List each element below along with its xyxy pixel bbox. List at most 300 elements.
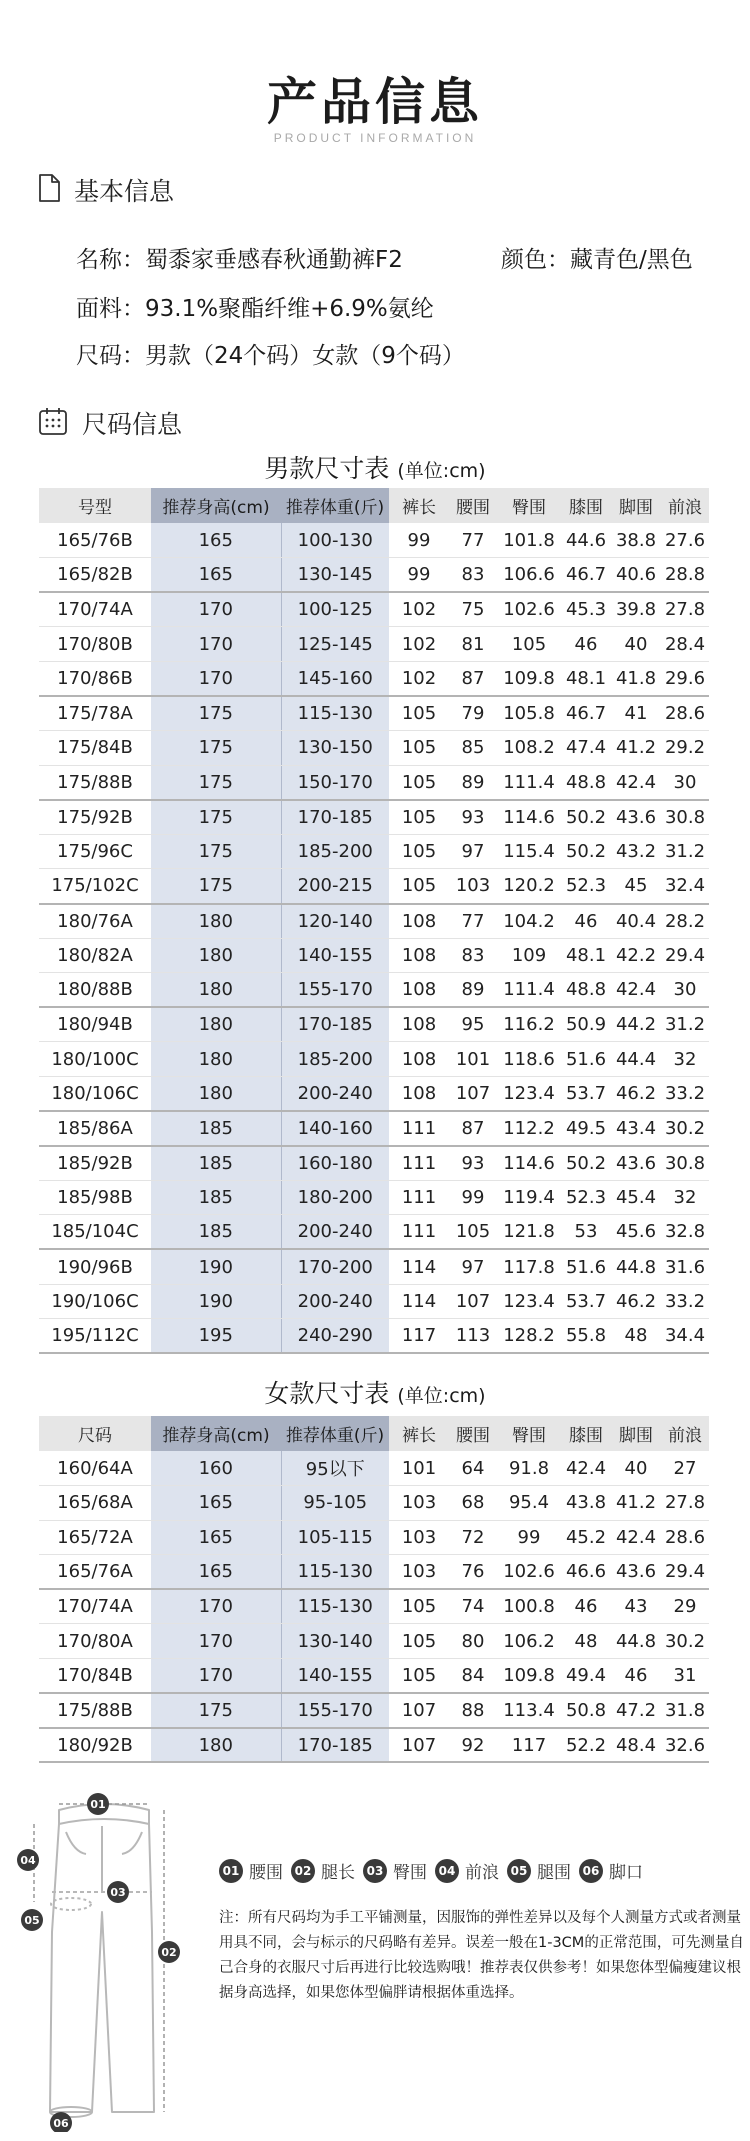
table-cell: 101.8 bbox=[497, 523, 561, 558]
svg-text:03: 03 bbox=[110, 1886, 126, 1899]
table-cell: 185 bbox=[151, 1146, 281, 1181]
table-cell: 145-160 bbox=[281, 661, 389, 696]
table-cell: 107 bbox=[389, 1693, 449, 1728]
table-cell: 50.9 bbox=[561, 1007, 611, 1042]
table-cell: 40.6 bbox=[611, 558, 661, 593]
column-header: 臀围 bbox=[497, 1416, 561, 1451]
table-cell: 170/74A bbox=[39, 1589, 151, 1624]
table-cell: 51.6 bbox=[561, 1042, 611, 1077]
size-value: 男款（24个码）女款（9个码） bbox=[145, 343, 465, 369]
table-cell: 170 bbox=[151, 661, 281, 696]
table-cell: 47.4 bbox=[561, 731, 611, 766]
table-cell: 41.2 bbox=[611, 731, 661, 766]
men-table-unit: (单位:cm) bbox=[397, 460, 486, 482]
table-cell: 48 bbox=[611, 1319, 661, 1354]
size-info-heading bbox=[38, 405, 182, 441]
table-cell: 180/92B bbox=[39, 1728, 151, 1763]
table-cell: 76 bbox=[449, 1555, 497, 1590]
table-cell: 130-145 bbox=[281, 558, 389, 593]
basic-info-title: 基本信息 bbox=[74, 177, 175, 206]
table-cell: 108.2 bbox=[497, 731, 561, 766]
table-cell: 48.4 bbox=[611, 1728, 661, 1763]
table-cell: 120.2 bbox=[497, 869, 561, 904]
table-cell: 45.2 bbox=[561, 1520, 611, 1555]
marker-01 bbox=[87, 1793, 109, 1815]
table-cell: 48.1 bbox=[561, 938, 611, 973]
men-table-name: 男款尺寸表 bbox=[264, 454, 390, 483]
table-cell: 160/64A bbox=[39, 1451, 151, 1486]
table-cell: 31 bbox=[661, 1659, 709, 1694]
table-cell: 102 bbox=[389, 661, 449, 696]
table-cell: 101 bbox=[449, 1042, 497, 1077]
table-cell: 115-130 bbox=[281, 1589, 389, 1624]
women-table-unit: (单位:cm) bbox=[397, 1385, 486, 1407]
table-cell: 102.6 bbox=[497, 1555, 561, 1590]
table-cell: 32.8 bbox=[661, 1215, 709, 1250]
table-row bbox=[39, 869, 709, 904]
table-cell: 117 bbox=[389, 1319, 449, 1354]
table-cell: 32 bbox=[661, 1042, 709, 1077]
table-cell: 27.6 bbox=[661, 523, 709, 558]
table-cell: 170-185 bbox=[281, 800, 389, 835]
table-cell: 28.8 bbox=[661, 558, 709, 593]
table-cell: 113 bbox=[449, 1319, 497, 1354]
table-cell: 104.2 bbox=[497, 904, 561, 939]
name-label: 名称： bbox=[76, 247, 145, 273]
table-cell: 105 bbox=[389, 1589, 449, 1624]
table-cell: 115-130 bbox=[281, 1555, 389, 1590]
legend-item: 04 前浪 bbox=[435, 1858, 499, 1883]
table-cell: 44.8 bbox=[611, 1624, 661, 1659]
table-cell: 185/104C bbox=[39, 1215, 151, 1250]
table-cell: 128.2 bbox=[497, 1319, 561, 1354]
table-cell: 105.8 bbox=[497, 696, 561, 731]
size-label: 尺码： bbox=[76, 343, 145, 369]
table-cell: 105 bbox=[389, 834, 449, 869]
table-cell: 53.7 bbox=[561, 1284, 611, 1319]
table-cell: 40 bbox=[611, 1451, 661, 1486]
table-cell: 109.8 bbox=[497, 1659, 561, 1694]
table-cell: 108 bbox=[389, 938, 449, 973]
table-cell: 46 bbox=[561, 627, 611, 662]
table-cell: 170/80B bbox=[39, 627, 151, 662]
table-cell: 103 bbox=[389, 1486, 449, 1521]
table-cell: 44.2 bbox=[611, 1007, 661, 1042]
table-cell: 38.8 bbox=[611, 523, 661, 558]
table-cell: 185-200 bbox=[281, 834, 389, 869]
column-header: 腰围 bbox=[449, 1416, 497, 1451]
table-cell: 113.4 bbox=[497, 1693, 561, 1728]
men-size-table bbox=[39, 488, 709, 1354]
table-cell: 105 bbox=[389, 731, 449, 766]
table-row bbox=[39, 1249, 709, 1284]
table-cell: 39.8 bbox=[611, 592, 661, 627]
table-cell: 52.3 bbox=[561, 869, 611, 904]
table-cell: 185-200 bbox=[281, 1042, 389, 1077]
table-row bbox=[39, 731, 709, 766]
fabric-label: 面料： bbox=[76, 296, 145, 322]
table-cell: 190/106C bbox=[39, 1284, 151, 1319]
table-cell: 92 bbox=[449, 1728, 497, 1763]
table-cell: 112.2 bbox=[497, 1111, 561, 1146]
table-cell: 45 bbox=[611, 869, 661, 904]
table-row bbox=[39, 1693, 709, 1728]
table-cell: 68 bbox=[449, 1486, 497, 1521]
size-info-title: 尺码信息 bbox=[82, 410, 183, 439]
marker-05 bbox=[21, 1909, 43, 1931]
table-cell: 46 bbox=[561, 1589, 611, 1624]
table-cell: 108 bbox=[389, 973, 449, 1008]
table-cell: 165/76B bbox=[39, 523, 151, 558]
table-row bbox=[39, 523, 709, 558]
table-cell: 185 bbox=[151, 1180, 281, 1215]
table-cell: 42.4 bbox=[611, 765, 661, 800]
column-header: 前浪 bbox=[661, 1416, 709, 1451]
legend-item: 02 腿长 bbox=[291, 1858, 355, 1883]
table-cell: 190 bbox=[151, 1249, 281, 1284]
table-cell: 170 bbox=[151, 627, 281, 662]
table-cell: 240-290 bbox=[281, 1319, 389, 1354]
table-cell: 107 bbox=[389, 1728, 449, 1763]
table-cell: 165/82B bbox=[39, 558, 151, 593]
table-cell: 111.4 bbox=[497, 765, 561, 800]
table-cell: 32 bbox=[661, 1180, 709, 1215]
table-cell: 175/88B bbox=[39, 1693, 151, 1728]
table-cell: 119.4 bbox=[497, 1180, 561, 1215]
table-cell: 195/112C bbox=[39, 1319, 151, 1354]
table-cell: 40.4 bbox=[611, 904, 661, 939]
table-cell: 170/80A bbox=[39, 1624, 151, 1659]
table-row bbox=[39, 1146, 709, 1181]
table-cell: 109.8 bbox=[497, 661, 561, 696]
table-cell: 180/76A bbox=[39, 904, 151, 939]
table-row bbox=[39, 1555, 709, 1590]
table-cell: 175 bbox=[151, 696, 281, 731]
table-cell: 100.8 bbox=[497, 1589, 561, 1624]
table-cell: 200-240 bbox=[281, 1077, 389, 1112]
table-cell: 77 bbox=[449, 904, 497, 939]
table-cell: 115-130 bbox=[281, 696, 389, 731]
table-cell: 46.2 bbox=[611, 1077, 661, 1112]
table-cell: 105-115 bbox=[281, 1520, 389, 1555]
color-value: 藏青色/黑色 bbox=[570, 247, 693, 273]
legend-item: 01 腰围 bbox=[219, 1858, 283, 1883]
table-cell: 32.6 bbox=[661, 1728, 709, 1763]
table-cell: 175 bbox=[151, 869, 281, 904]
table-cell: 175 bbox=[151, 731, 281, 766]
table-cell: 185/98B bbox=[39, 1180, 151, 1215]
table-cell: 180 bbox=[151, 904, 281, 939]
svg-text:04: 04 bbox=[20, 1854, 36, 1867]
table-cell: 29.4 bbox=[661, 1555, 709, 1590]
table-row bbox=[39, 592, 709, 627]
table-cell: 88 bbox=[449, 1693, 497, 1728]
table-cell: 45.6 bbox=[611, 1215, 661, 1250]
table-cell: 180 bbox=[151, 973, 281, 1008]
column-header: 尺码 bbox=[39, 1416, 151, 1451]
table-row bbox=[39, 627, 709, 662]
women-table-title bbox=[0, 1374, 750, 1410]
table-cell: 30 bbox=[661, 973, 709, 1008]
table-row bbox=[39, 765, 709, 800]
column-header: 推荐身高(cm) bbox=[151, 488, 281, 523]
table-cell: 105 bbox=[389, 800, 449, 835]
table-cell: 170/74A bbox=[39, 592, 151, 627]
table-cell: 83 bbox=[449, 938, 497, 973]
table-row bbox=[39, 1451, 709, 1486]
table-cell: 84 bbox=[449, 1659, 497, 1694]
table-cell: 117 bbox=[497, 1728, 561, 1763]
table-cell: 170-185 bbox=[281, 1007, 389, 1042]
table-cell: 105 bbox=[497, 627, 561, 662]
table-cell: 46 bbox=[561, 904, 611, 939]
table-cell: 46.7 bbox=[561, 696, 611, 731]
table-cell: 116.2 bbox=[497, 1007, 561, 1042]
table-cell: 99 bbox=[389, 558, 449, 593]
table-cell: 48.1 bbox=[561, 661, 611, 696]
table-cell: 41.2 bbox=[611, 1486, 661, 1521]
table-cell: 89 bbox=[449, 765, 497, 800]
table-cell: 170/84B bbox=[39, 1659, 151, 1694]
table-cell: 180 bbox=[151, 1007, 281, 1042]
table-cell: 170 bbox=[151, 1589, 281, 1624]
table-cell: 102 bbox=[389, 627, 449, 662]
table-row bbox=[39, 1520, 709, 1555]
svg-text:05: 05 bbox=[24, 1914, 40, 1927]
column-header: 推荐体重(斤) bbox=[281, 488, 389, 523]
marker-03 bbox=[107, 1881, 129, 1903]
color-label: 颜色： bbox=[501, 247, 570, 273]
table-cell: 200-240 bbox=[281, 1284, 389, 1319]
table-cell: 105 bbox=[389, 869, 449, 904]
table-cell: 30.2 bbox=[661, 1111, 709, 1146]
table-cell: 150-170 bbox=[281, 765, 389, 800]
table-cell: 101 bbox=[389, 1451, 449, 1486]
table-cell: 106.2 bbox=[497, 1624, 561, 1659]
table-row bbox=[39, 1659, 709, 1694]
table-cell: 185 bbox=[151, 1111, 281, 1146]
table-cell: 49.4 bbox=[561, 1659, 611, 1694]
table-cell: 105 bbox=[389, 1624, 449, 1659]
page-subtitle: PRODUCT INFORMATION bbox=[273, 131, 477, 145]
table-cell: 93 bbox=[449, 1146, 497, 1181]
table-cell: 91.8 bbox=[497, 1451, 561, 1486]
svg-text:01: 01 bbox=[90, 1798, 106, 1811]
table-cell: 50.2 bbox=[561, 800, 611, 835]
pants-diagram bbox=[14, 1792, 194, 2136]
table-cell: 50.2 bbox=[561, 1146, 611, 1181]
table-cell: 31.2 bbox=[661, 834, 709, 869]
table-cell: 43.6 bbox=[611, 1555, 661, 1590]
table-cell: 52.3 bbox=[561, 1180, 611, 1215]
table-cell: 30 bbox=[661, 765, 709, 800]
column-header: 膝围 bbox=[561, 488, 611, 523]
table-cell: 108 bbox=[389, 1007, 449, 1042]
column-header: 腰围 bbox=[449, 488, 497, 523]
table-cell: 170-200 bbox=[281, 1249, 389, 1284]
table-cell: 165/68A bbox=[39, 1486, 151, 1521]
table-cell: 175 bbox=[151, 800, 281, 835]
table-row bbox=[39, 1180, 709, 1215]
table-cell: 43.6 bbox=[611, 800, 661, 835]
table-cell: 41.8 bbox=[611, 661, 661, 696]
table-cell: 165 bbox=[151, 1486, 281, 1521]
table-cell: 160-180 bbox=[281, 1146, 389, 1181]
marker-02 bbox=[158, 1941, 180, 1963]
table-cell: 31.8 bbox=[661, 1693, 709, 1728]
table-cell: 190/96B bbox=[39, 1249, 151, 1284]
table-cell: 200-240 bbox=[281, 1215, 389, 1250]
table-cell: 52.2 bbox=[561, 1728, 611, 1763]
table-cell: 130-140 bbox=[281, 1624, 389, 1659]
table-cell: 42.4 bbox=[561, 1451, 611, 1486]
table-row bbox=[39, 1728, 709, 1763]
table-cell: 165 bbox=[151, 1520, 281, 1555]
table-cell: 43.6 bbox=[611, 1146, 661, 1181]
table-cell: 81 bbox=[449, 627, 497, 662]
table-cell: 50.2 bbox=[561, 834, 611, 869]
table-cell: 41 bbox=[611, 696, 661, 731]
table-cell: 155-170 bbox=[281, 973, 389, 1008]
document-icon bbox=[38, 174, 60, 206]
table-cell: 123.4 bbox=[497, 1284, 561, 1319]
product-name-line bbox=[76, 241, 403, 274]
calendar-icon bbox=[38, 406, 68, 440]
table-cell: 108 bbox=[389, 1042, 449, 1077]
table-cell: 114 bbox=[389, 1249, 449, 1284]
table-cell: 165/76A bbox=[39, 1555, 151, 1590]
table-cell: 87 bbox=[449, 661, 497, 696]
table-cell: 140-155 bbox=[281, 1659, 389, 1694]
table-cell: 108 bbox=[389, 904, 449, 939]
table-cell: 165 bbox=[151, 558, 281, 593]
table-cell: 99 bbox=[449, 1180, 497, 1215]
table-row bbox=[39, 904, 709, 939]
table-row bbox=[39, 661, 709, 696]
table-cell: 180 bbox=[151, 938, 281, 973]
fabric-line bbox=[76, 290, 434, 323]
table-cell: 48.8 bbox=[561, 973, 611, 1008]
table-cell: 175/102C bbox=[39, 869, 151, 904]
table-cell: 180/94B bbox=[39, 1007, 151, 1042]
column-header: 脚围 bbox=[611, 1416, 661, 1451]
table-cell: 160 bbox=[151, 1451, 281, 1486]
table-cell: 180/106C bbox=[39, 1077, 151, 1112]
table-cell: 100-125 bbox=[281, 592, 389, 627]
table-cell: 44.6 bbox=[561, 523, 611, 558]
page-title: 产品信息 bbox=[267, 73, 483, 131]
table-cell: 31.2 bbox=[661, 1007, 709, 1042]
table-cell: 97 bbox=[449, 1249, 497, 1284]
table-cell: 117.8 bbox=[497, 1249, 561, 1284]
name-value: 蜀黍家垂感春秋通勤裤F2 bbox=[145, 247, 403, 273]
table-cell: 111 bbox=[389, 1111, 449, 1146]
table-cell: 44.4 bbox=[611, 1042, 661, 1077]
table-cell: 111 bbox=[389, 1215, 449, 1250]
table-cell: 170-185 bbox=[281, 1728, 389, 1763]
table-cell: 43.2 bbox=[611, 834, 661, 869]
table-cell: 31.6 bbox=[661, 1249, 709, 1284]
table-cell: 29.2 bbox=[661, 731, 709, 766]
table-cell: 170 bbox=[151, 592, 281, 627]
table-cell: 103 bbox=[449, 869, 497, 904]
table-cell: 93 bbox=[449, 800, 497, 835]
table-cell: 115.4 bbox=[497, 834, 561, 869]
table-cell: 107 bbox=[449, 1284, 497, 1319]
table-cell: 140-155 bbox=[281, 938, 389, 973]
table-cell: 180 bbox=[151, 1728, 281, 1763]
table-cell: 48.8 bbox=[561, 765, 611, 800]
table-row bbox=[39, 1111, 709, 1146]
table-cell: 45.4 bbox=[611, 1180, 661, 1215]
women-table-name: 女款尺寸表 bbox=[264, 1379, 390, 1408]
men-table-title bbox=[0, 449, 750, 485]
table-cell: 170 bbox=[151, 1624, 281, 1659]
table-cell: 105 bbox=[389, 1659, 449, 1694]
table-cell: 30.8 bbox=[661, 800, 709, 835]
table-cell: 175 bbox=[151, 1693, 281, 1728]
table-row bbox=[39, 1007, 709, 1042]
table-cell: 170/86B bbox=[39, 661, 151, 696]
color-line bbox=[501, 241, 693, 274]
table-cell: 125-145 bbox=[281, 627, 389, 662]
table-cell: 102 bbox=[389, 592, 449, 627]
table-cell: 103 bbox=[389, 1520, 449, 1555]
table-row bbox=[39, 1215, 709, 1250]
women-size-table bbox=[39, 1416, 709, 1763]
table-cell: 95.4 bbox=[497, 1486, 561, 1521]
column-header: 推荐身高(cm) bbox=[151, 1416, 281, 1451]
table-cell: 30.2 bbox=[661, 1624, 709, 1659]
table-cell: 77 bbox=[449, 523, 497, 558]
table-cell: 175/84B bbox=[39, 731, 151, 766]
table-cell: 185 bbox=[151, 1215, 281, 1250]
table-cell: 46 bbox=[611, 1659, 661, 1694]
table-cell: 46.6 bbox=[561, 1555, 611, 1590]
column-header: 推荐体重(斤) bbox=[281, 1416, 389, 1451]
table-cell: 27.8 bbox=[661, 592, 709, 627]
table-cell: 43.4 bbox=[611, 1111, 661, 1146]
table-cell: 72 bbox=[449, 1520, 497, 1555]
measurement-legend bbox=[219, 1858, 651, 1883]
table-cell: 29 bbox=[661, 1589, 709, 1624]
table-cell: 32.4 bbox=[661, 869, 709, 904]
table-cell: 45.3 bbox=[561, 592, 611, 627]
table-cell: 180 bbox=[151, 1042, 281, 1077]
table-cell: 95以下 bbox=[281, 1451, 389, 1486]
column-header: 膝围 bbox=[561, 1416, 611, 1451]
column-header: 号型 bbox=[39, 488, 151, 523]
table-cell: 46.7 bbox=[561, 558, 611, 593]
column-header: 脚围 bbox=[611, 488, 661, 523]
table-cell: 155-170 bbox=[281, 1693, 389, 1728]
table-cell: 53.7 bbox=[561, 1077, 611, 1112]
table-cell: 50.8 bbox=[561, 1693, 611, 1728]
marker-04 bbox=[17, 1849, 39, 1871]
table-cell: 114 bbox=[389, 1284, 449, 1319]
table-cell: 85 bbox=[449, 731, 497, 766]
table-cell: 121.8 bbox=[497, 1215, 561, 1250]
table-cell: 120-140 bbox=[281, 904, 389, 939]
table-row bbox=[39, 1077, 709, 1112]
table-cell: 43.8 bbox=[561, 1486, 611, 1521]
table-row bbox=[39, 938, 709, 973]
table-cell: 46.2 bbox=[611, 1284, 661, 1319]
table-cell: 99 bbox=[389, 523, 449, 558]
fabric-value: 93.1%聚酯纤维+6.9%氨纶 bbox=[145, 296, 434, 322]
table-cell: 53 bbox=[561, 1215, 611, 1250]
table-cell: 175/78A bbox=[39, 696, 151, 731]
